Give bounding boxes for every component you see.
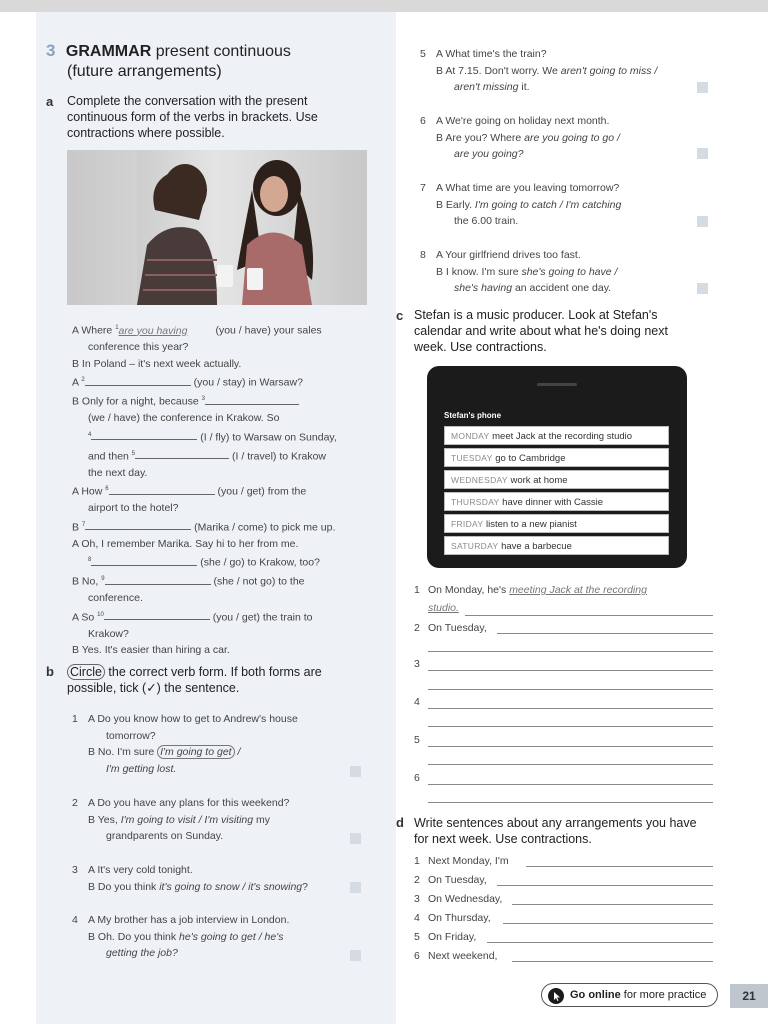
d-item-3: 3 On Wednesday, (414, 893, 503, 905)
blank-7[interactable] (85, 519, 191, 530)
cursor-click-icon (548, 988, 564, 1004)
blank-9[interactable] (105, 574, 211, 585)
c-answer-2: 2 On Tuesday, (414, 622, 487, 634)
b-item-7: 7 A What time are you leaving tomorrow? B Early. I'm going to catch / I'm catching the 6.00 train. (420, 182, 622, 227)
phone-speaker (537, 383, 577, 386)
answer-line[interactable] (503, 922, 713, 924)
calendar-row-wednesday[interactable]: WEDNESDAY work at home (444, 470, 669, 489)
section-b-letter: b (46, 664, 54, 679)
section-d-instruction: Write sentences about any arrangements you have for next week. Use contractions. (414, 816, 697, 846)
dialogue-line: $^8$ (she / go) to Krakow, too? (88, 556, 320, 569)
circle-word: Circle (67, 664, 105, 680)
go-online-button[interactable]: Go online for more practice (541, 983, 718, 1007)
b-item-4: 4 A My brother has a job interview in London. B Oh. Do you think he's going to get / he's getting the job? (72, 914, 290, 959)
c-answer-1-cont: studio. (428, 602, 459, 614)
dialogue-line: Krakow? (88, 627, 129, 640)
dialogue-line: B $^7$ (Marika / come) to pick me up. (72, 521, 336, 533)
answer-line[interactable] (512, 960, 713, 962)
subtopic: (future arrangements) (67, 63, 222, 80)
phone-title: Stefan's phone (444, 411, 502, 420)
answer-line[interactable] (428, 725, 713, 727)
top-border (0, 0, 768, 12)
calendar-row-tuesday[interactable]: TUESDAY go to Cambridge (444, 448, 669, 467)
d-item-5: 5 On Friday, (414, 931, 477, 943)
c-example-answer: meeting Jack at the recording (509, 584, 647, 596)
answer-line[interactable] (465, 614, 713, 616)
c-answer-6: 6 (414, 772, 420, 784)
dialogue-line: A Oh, I remember Marika. Say hi to her from me. (72, 537, 299, 550)
tick-box-8[interactable] (697, 283, 708, 294)
blank-5[interactable] (135, 448, 229, 459)
conversation-photo (67, 150, 367, 305)
blank-8[interactable] (91, 555, 197, 566)
dialogue-line: B In Poland – it's next week actually. (72, 357, 242, 370)
answer-line[interactable] (428, 783, 713, 785)
page-number: 21 (730, 984, 768, 1008)
calendar-row-thursday[interactable]: THURSDAY have dinner with Cassie (444, 492, 669, 511)
section-c-letter: c (396, 308, 404, 323)
topic-label: present continuous (155, 43, 291, 60)
dialogue-line: B Only for a night, because $^3$ (72, 391, 372, 410)
c-answer-3: 3 (414, 658, 420, 670)
c-answer-4: 4 (414, 696, 420, 708)
example-answer: are you having (118, 324, 188, 337)
b-item-8: 8 A Your girlfriend drives too fast. B I know. I'm sure she's going to have / she's having an accident one day. (420, 249, 618, 294)
section-c-instruction: Stefan is a music producer. Look at Stefan's calendar and write about what he's doing next week. Use contractions. (414, 308, 668, 354)
section-a-instruction: Complete the conversation with the present continuous form of the verbs in brackets. Use contractions where possible. (67, 94, 318, 140)
dialogue-line: B No, $^9$ (she / not go) to the (72, 575, 305, 588)
tick-box-7[interactable] (697, 216, 708, 227)
answer-line[interactable] (497, 632, 713, 634)
tick-box-6[interactable] (697, 148, 708, 159)
answer-line[interactable] (497, 884, 713, 886)
dialogue-line: and then $^5$ (I / travel) to Krakow (88, 450, 326, 462)
dialogue-line: A How $^6$ (you / get) from the (72, 485, 307, 498)
answer-line[interactable] (428, 688, 713, 690)
calendar-row-saturday[interactable]: SATURDAY have a barbecue (444, 536, 669, 555)
b-item-2: 2 A Do you have any plans for this weekend? B Yes, I'm going to visit / I'm visiting my grandparents on Sunday. (72, 797, 290, 842)
blank-10[interactable] (104, 609, 210, 620)
answer-line[interactable] (512, 903, 713, 905)
tick-box-1[interactable] (350, 766, 361, 777)
calendar-row-monday[interactable]: MONDAY meet Jack at the recording studio (444, 426, 669, 445)
b-item-5: 5 A What time's the train? B At 7.15. Don't worry. We aren't going to miss / aren't missing it. (420, 48, 658, 93)
dialogue-line: A Where $^1$are you having (you / have) your sales (72, 320, 372, 339)
c-answer-1: 1 On Monday, he's meeting Jack at the recording (414, 584, 647, 596)
b-item-6: 6 A We're going on holiday next month. B Are you? Where are you going to go / are you going? (420, 115, 620, 160)
dialogue-line: B Yes. It's easier than hiring a car. (72, 644, 230, 656)
d-item-2: 2 On Tuesday, (414, 874, 487, 886)
dialogue-line: conference. (88, 592, 143, 604)
answer-line[interactable] (428, 707, 713, 709)
circled-answer: I'm going to get (157, 745, 234, 759)
blank-3[interactable] (205, 394, 299, 405)
d-item-6: 6 Next weekend, (414, 950, 498, 962)
conversation-text (72, 320, 372, 659)
answer-line[interactable] (428, 801, 713, 803)
blank-6[interactable] (109, 484, 215, 495)
c-answer-5: 5 (414, 734, 420, 746)
two-women-illustration (67, 150, 367, 305)
answer-line[interactable] (526, 865, 713, 867)
section-b-instruction: Circle the correct verb form. If both forms are possible, tick (✓) the sentence. (67, 665, 322, 695)
section-d-letter: d (396, 815, 404, 830)
dialogue-line: airport to the hotel? (88, 502, 179, 514)
b-item-3: 3 A It's very cold tonight. B Do you think it's going to snow / it's snowing? (72, 864, 308, 893)
calendar-row-friday[interactable]: FRIDAY listen to a new pianist (444, 514, 669, 533)
answer-line[interactable] (428, 669, 713, 671)
tick-box-3[interactable] (350, 882, 361, 893)
tick-box-5[interactable] (697, 82, 708, 93)
answer-line[interactable] (428, 763, 713, 765)
answer-line[interactable] (428, 650, 713, 652)
dialogue-line: A So $^{10}$ (you / get) the train to (72, 611, 313, 623)
section-a-letter: a (46, 94, 54, 109)
tick-box-4[interactable] (350, 950, 361, 961)
d-item-4: 4 On Thursday, (414, 912, 491, 924)
b-item-1: 1 A Do you know how to get to Andrew's house tomorrow? B No. I'm sure I'm going to get / I'm getting lost. (72, 713, 298, 775)
dialogue-line: A $^2$ (you / stay) in Warsaw? (72, 376, 303, 389)
blank-2[interactable] (85, 375, 191, 386)
dialogue-line: $^4$ (I / fly) to Warsaw on Sunday, (88, 431, 337, 443)
grammar-label: GRAMMAR (65, 43, 152, 60)
tick-box-2[interactable] (350, 833, 361, 844)
blank-4[interactable] (91, 429, 197, 440)
dialogue-line: (we / have) the conference in Krakow. So (88, 412, 280, 424)
answer-line[interactable] (428, 745, 713, 747)
exercise-number: 3 (46, 41, 56, 60)
dialogue-line: the next day. (88, 466, 148, 479)
exercise-heading (46, 41, 291, 61)
answer-line[interactable] (487, 941, 713, 943)
dialogue-line: conference this year? (88, 341, 189, 353)
d-item-1: 1 Next Monday, I'm (414, 855, 509, 867)
